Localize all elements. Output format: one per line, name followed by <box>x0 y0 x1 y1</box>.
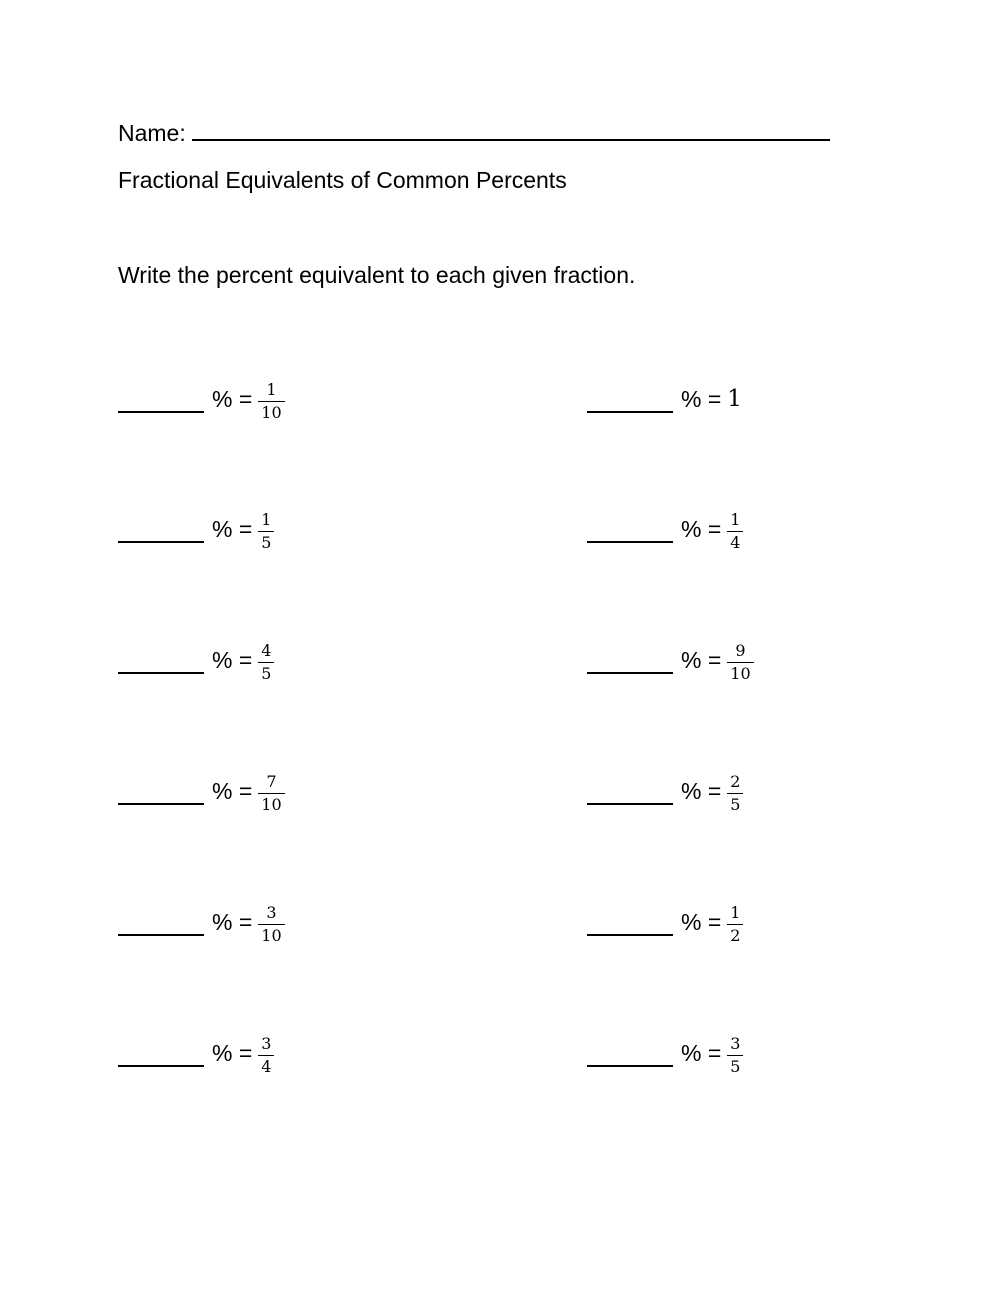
numerator: 3 <box>266 902 277 922</box>
fraction-bar <box>258 662 274 663</box>
percent-equals: % = <box>212 385 253 412</box>
problem-10 <box>587 892 743 952</box>
fraction <box>727 904 743 945</box>
denominator: 10 <box>261 794 282 814</box>
fraction <box>258 511 274 552</box>
denominator: 5 <box>730 794 741 814</box>
numerator: 3 <box>730 1033 741 1053</box>
name-label: Name: <box>118 120 186 146</box>
problem-5 <box>118 630 274 690</box>
answer-blank[interactable] <box>587 527 673 543</box>
name-blank[interactable] <box>192 119 830 141</box>
percent-equals: % = <box>681 515 722 542</box>
percent-equals: % = <box>212 908 253 935</box>
problem-8 <box>587 761 743 821</box>
percent-equals: % = <box>681 646 722 673</box>
fraction-bar <box>727 1055 743 1056</box>
fraction-bar <box>727 531 743 532</box>
fraction <box>727 511 743 552</box>
instruction-text: Write the percent equivalent to each given fraction. <box>118 262 636 288</box>
problem-1 <box>118 369 285 429</box>
answer-blank[interactable] <box>587 1051 673 1067</box>
problem-11 <box>118 1023 274 1083</box>
problem-4 <box>587 499 743 559</box>
answer-blank[interactable] <box>587 789 673 805</box>
denominator: 4 <box>730 532 741 552</box>
percent-equals: % = <box>681 385 722 412</box>
numerator: 9 <box>735 640 746 660</box>
fraction-bar <box>258 1055 274 1056</box>
fraction <box>727 1035 743 1076</box>
answer-blank[interactable] <box>118 397 204 413</box>
numerator: 1 <box>266 379 277 399</box>
percent-equals: % = <box>681 777 722 804</box>
percent-equals: % = <box>212 515 253 542</box>
problem-7 <box>118 761 285 821</box>
answer-blank[interactable] <box>587 658 673 674</box>
denominator: 5 <box>261 663 272 683</box>
fraction <box>727 642 753 683</box>
numerator: 2 <box>730 771 741 791</box>
numerator: 1 <box>730 902 741 922</box>
fraction-bar <box>258 793 284 794</box>
numerator: 7 <box>266 771 277 791</box>
answer-blank[interactable] <box>118 789 204 805</box>
numerator: 1 <box>261 509 272 529</box>
whole-number: 1 <box>727 386 742 412</box>
worksheet-title: Fractional Equivalents of Common Percents <box>118 167 567 193</box>
name-line <box>118 119 830 147</box>
percent-equals: % = <box>212 777 253 804</box>
fraction <box>258 381 284 422</box>
denominator: 10 <box>730 663 751 683</box>
problem-12 <box>587 1023 743 1083</box>
problem-9 <box>118 892 285 952</box>
percent-equals: % = <box>212 1039 253 1066</box>
percent-equals: % = <box>681 908 722 935</box>
answer-blank[interactable] <box>118 1051 204 1067</box>
fraction-bar <box>727 924 743 925</box>
fraction-bar <box>727 662 753 663</box>
fraction-bar <box>258 401 284 402</box>
fraction-bar <box>258 924 284 925</box>
fraction <box>727 773 743 814</box>
problem-6 <box>587 630 754 690</box>
fraction <box>258 1035 274 1076</box>
fraction <box>258 773 284 814</box>
denominator: 5 <box>261 532 272 552</box>
answer-blank[interactable] <box>118 920 204 936</box>
percent-equals: % = <box>212 646 253 673</box>
denominator: 10 <box>261 925 282 945</box>
denominator: 10 <box>261 402 282 422</box>
answer-blank[interactable] <box>118 527 204 543</box>
numerator: 4 <box>261 640 272 660</box>
numerator: 3 <box>261 1033 272 1053</box>
answer-blank[interactable] <box>587 920 673 936</box>
answer-blank[interactable] <box>587 397 673 413</box>
denominator: 4 <box>261 1056 272 1076</box>
fraction <box>258 904 284 945</box>
fraction <box>258 642 274 683</box>
numerator: 1 <box>730 509 741 529</box>
problem-2 <box>587 369 742 429</box>
problem-3 <box>118 499 274 559</box>
denominator: 2 <box>730 925 741 945</box>
percent-equals: % = <box>681 1039 722 1066</box>
fraction-bar <box>727 793 743 794</box>
denominator: 5 <box>730 1056 741 1076</box>
answer-blank[interactable] <box>118 658 204 674</box>
fraction-bar <box>258 531 274 532</box>
